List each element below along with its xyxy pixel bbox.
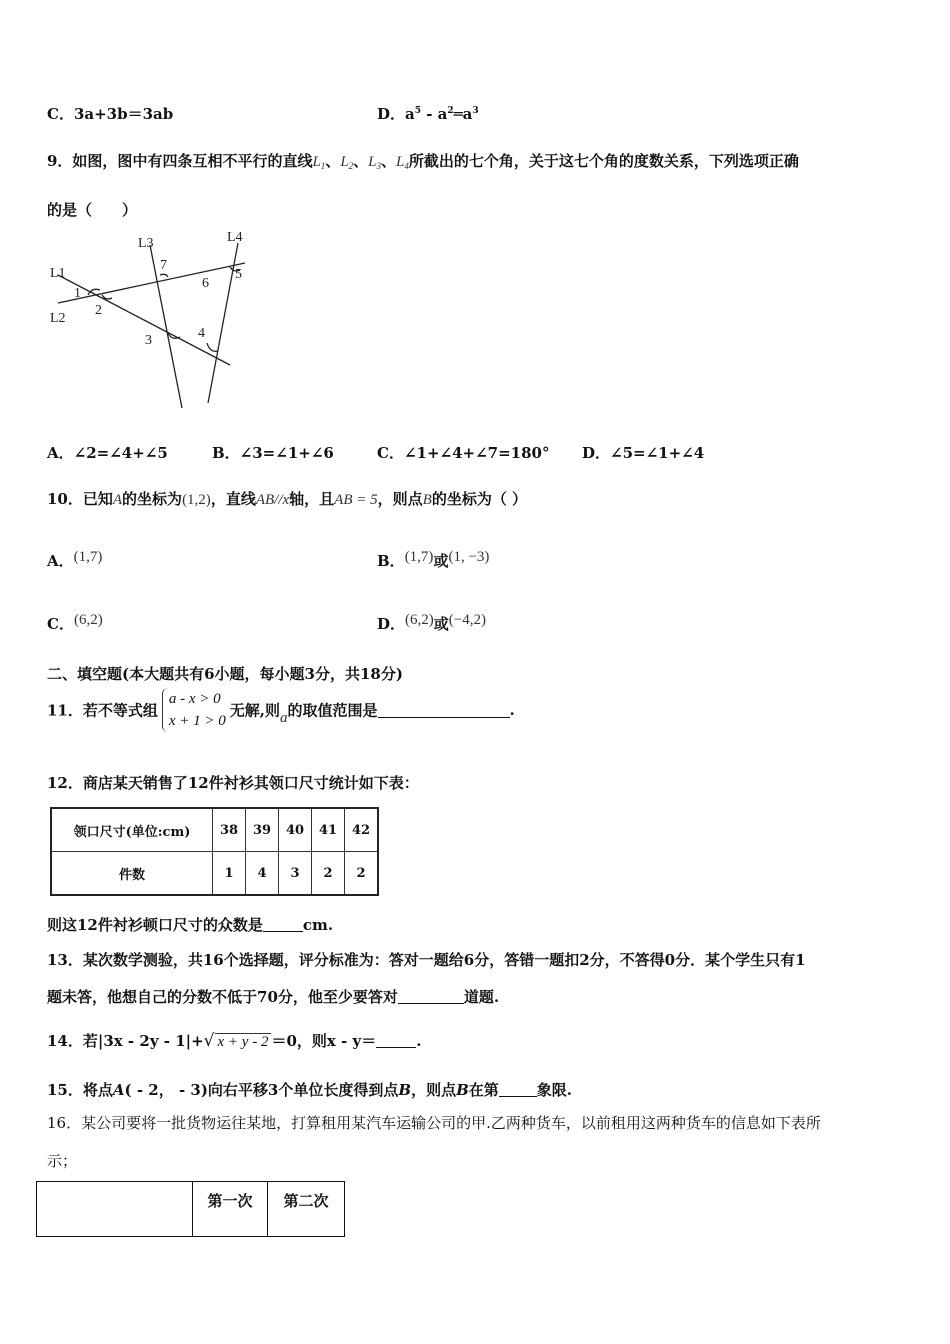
option-a-q10: A．(1,7): [47, 549, 103, 570]
inequality-system: a - x > 0 x + 1 > 0: [162, 688, 226, 732]
answer-blank-12[interactable]: [263, 917, 303, 932]
question-9-text: 9．如图，图中有四条互相不平行的直线$L_1$、$L_2$、$L_3$、$L_4$所截出的七个角，关于这七个角的度数关系，下列选项正确: [47, 152, 799, 171]
question-14-text: 14．若|3x - 2y - 1|+√ x + y - 2 ＝0，则x - y＝ .: [47, 1031, 422, 1051]
fig-label-l4: L4: [227, 230, 243, 245]
angle-4-label: 4: [198, 326, 205, 341]
question-12-answer-line: 则这12件衬衫顿口尺寸的众数是 cm.: [47, 916, 334, 934]
table-header-first: 第一次: [193, 1182, 268, 1237]
l2-label: $L_2$: [340, 154, 354, 171]
section-2-heading: 二、填空题(本大题共有6小题，每小题3分，共18分): [47, 665, 403, 683]
question-12-text: 12．商店某天销售了12件衬衫其领口尺寸统计如下表：: [47, 774, 419, 792]
option-d-q8: D．$a^5$ - $a^2═a^3$: [377, 105, 479, 123]
option-a-q9: A．∠2=∠4+∠5: [47, 444, 168, 462]
l3-label: $L_3$: [368, 154, 382, 171]
table-cell: 4: [246, 852, 279, 896]
table-cell: 2: [345, 852, 379, 896]
table-cell: 41: [312, 808, 345, 852]
question-15-text: 15．将点A( - 2， - 3)向右平移3个单位长度得到点B，则点B在第 象限.: [47, 1081, 573, 1099]
fig-label-l1: L1: [50, 266, 66, 281]
angle-1-label: 1: [74, 286, 81, 301]
table-cell: 1: [213, 852, 246, 896]
answer-blank-15[interactable]: [499, 1082, 537, 1097]
l4-label: $L_4$: [396, 154, 409, 171]
question-10-text: 10．已知A的坐标为(1,2)，直线AB//x轴，且AB = 5，则点B的坐标为（ ）: [47, 490, 528, 508]
answer-blank-11[interactable]: [378, 703, 510, 718]
angle-6-label: 6: [202, 276, 209, 291]
truck-info-table: [36, 1181, 345, 1237]
table-cell: 2: [312, 852, 345, 896]
sqrt-expression: x + y - 2: [215, 1033, 272, 1051]
fig-label-l3: L3: [138, 236, 154, 251]
table-cell: 42: [345, 808, 379, 852]
table-header-second: 第二次: [268, 1182, 345, 1237]
angle-7-label: 7: [160, 258, 167, 273]
angle-3-label: 3: [145, 333, 152, 348]
table-cell: 38: [213, 808, 246, 852]
table-cell: 3: [279, 852, 312, 896]
table-header-count: 件数: [51, 852, 213, 896]
question-16-text-2: 示；: [47, 1152, 78, 1170]
option-c-q10: C．(6,2): [47, 612, 103, 633]
four-lines-figure: [40, 225, 260, 415]
table-cell-empty: [37, 1182, 193, 1237]
table-header-size: 领口尺寸(单位:cm): [51, 808, 213, 852]
question-13-text: 13．某次数学测验，共16个选择题，评分标准为：答对一题给6分，答错一题扣2分，不答得0分．某个学生只有1: [47, 951, 806, 969]
answer-blank-14[interactable]: [376, 1033, 416, 1048]
angle-5-label: 5: [235, 267, 242, 282]
option-c-q9: C．∠1+∠4+∠7=180°: [377, 444, 550, 462]
collar-size-table: [50, 807, 379, 896]
question-13-text-2: 题未答，他想自己的分数不低于70分，他至少要答对 道题.: [47, 988, 500, 1006]
option-b-q9: B．∠3=∠1+∠6: [212, 444, 334, 462]
question-16-text: 16．某公司要将一批货物运往某地，打算租用某汽车运输公司的甲.乙两种货车，以前租用这两种货车的信息如下表所: [47, 1114, 821, 1132]
l1-label: $L_1$: [312, 154, 326, 171]
table-cell: 39: [246, 808, 279, 852]
question-11-text: 11．若不等式组a - x > 0 x + 1 > 0无解,则a的取值范围是 .: [47, 688, 515, 732]
question-9-text-2: 的是（ ）: [47, 201, 138, 219]
option-c-q8: C．3a+3b＝3ab: [47, 105, 174, 123]
fig-label-l2: L2: [50, 311, 66, 326]
option-b-q10: B．(1,7)或(1, −3): [377, 549, 490, 570]
table-cell: 40: [279, 808, 312, 852]
answer-blank-13[interactable]: [398, 989, 464, 1004]
angle-2-label: 2: [95, 303, 102, 318]
option-d-q9: D．∠5=∠1+∠4: [582, 444, 705, 462]
option-d-q10: D．(6,2)或(−4,2): [377, 612, 486, 633]
